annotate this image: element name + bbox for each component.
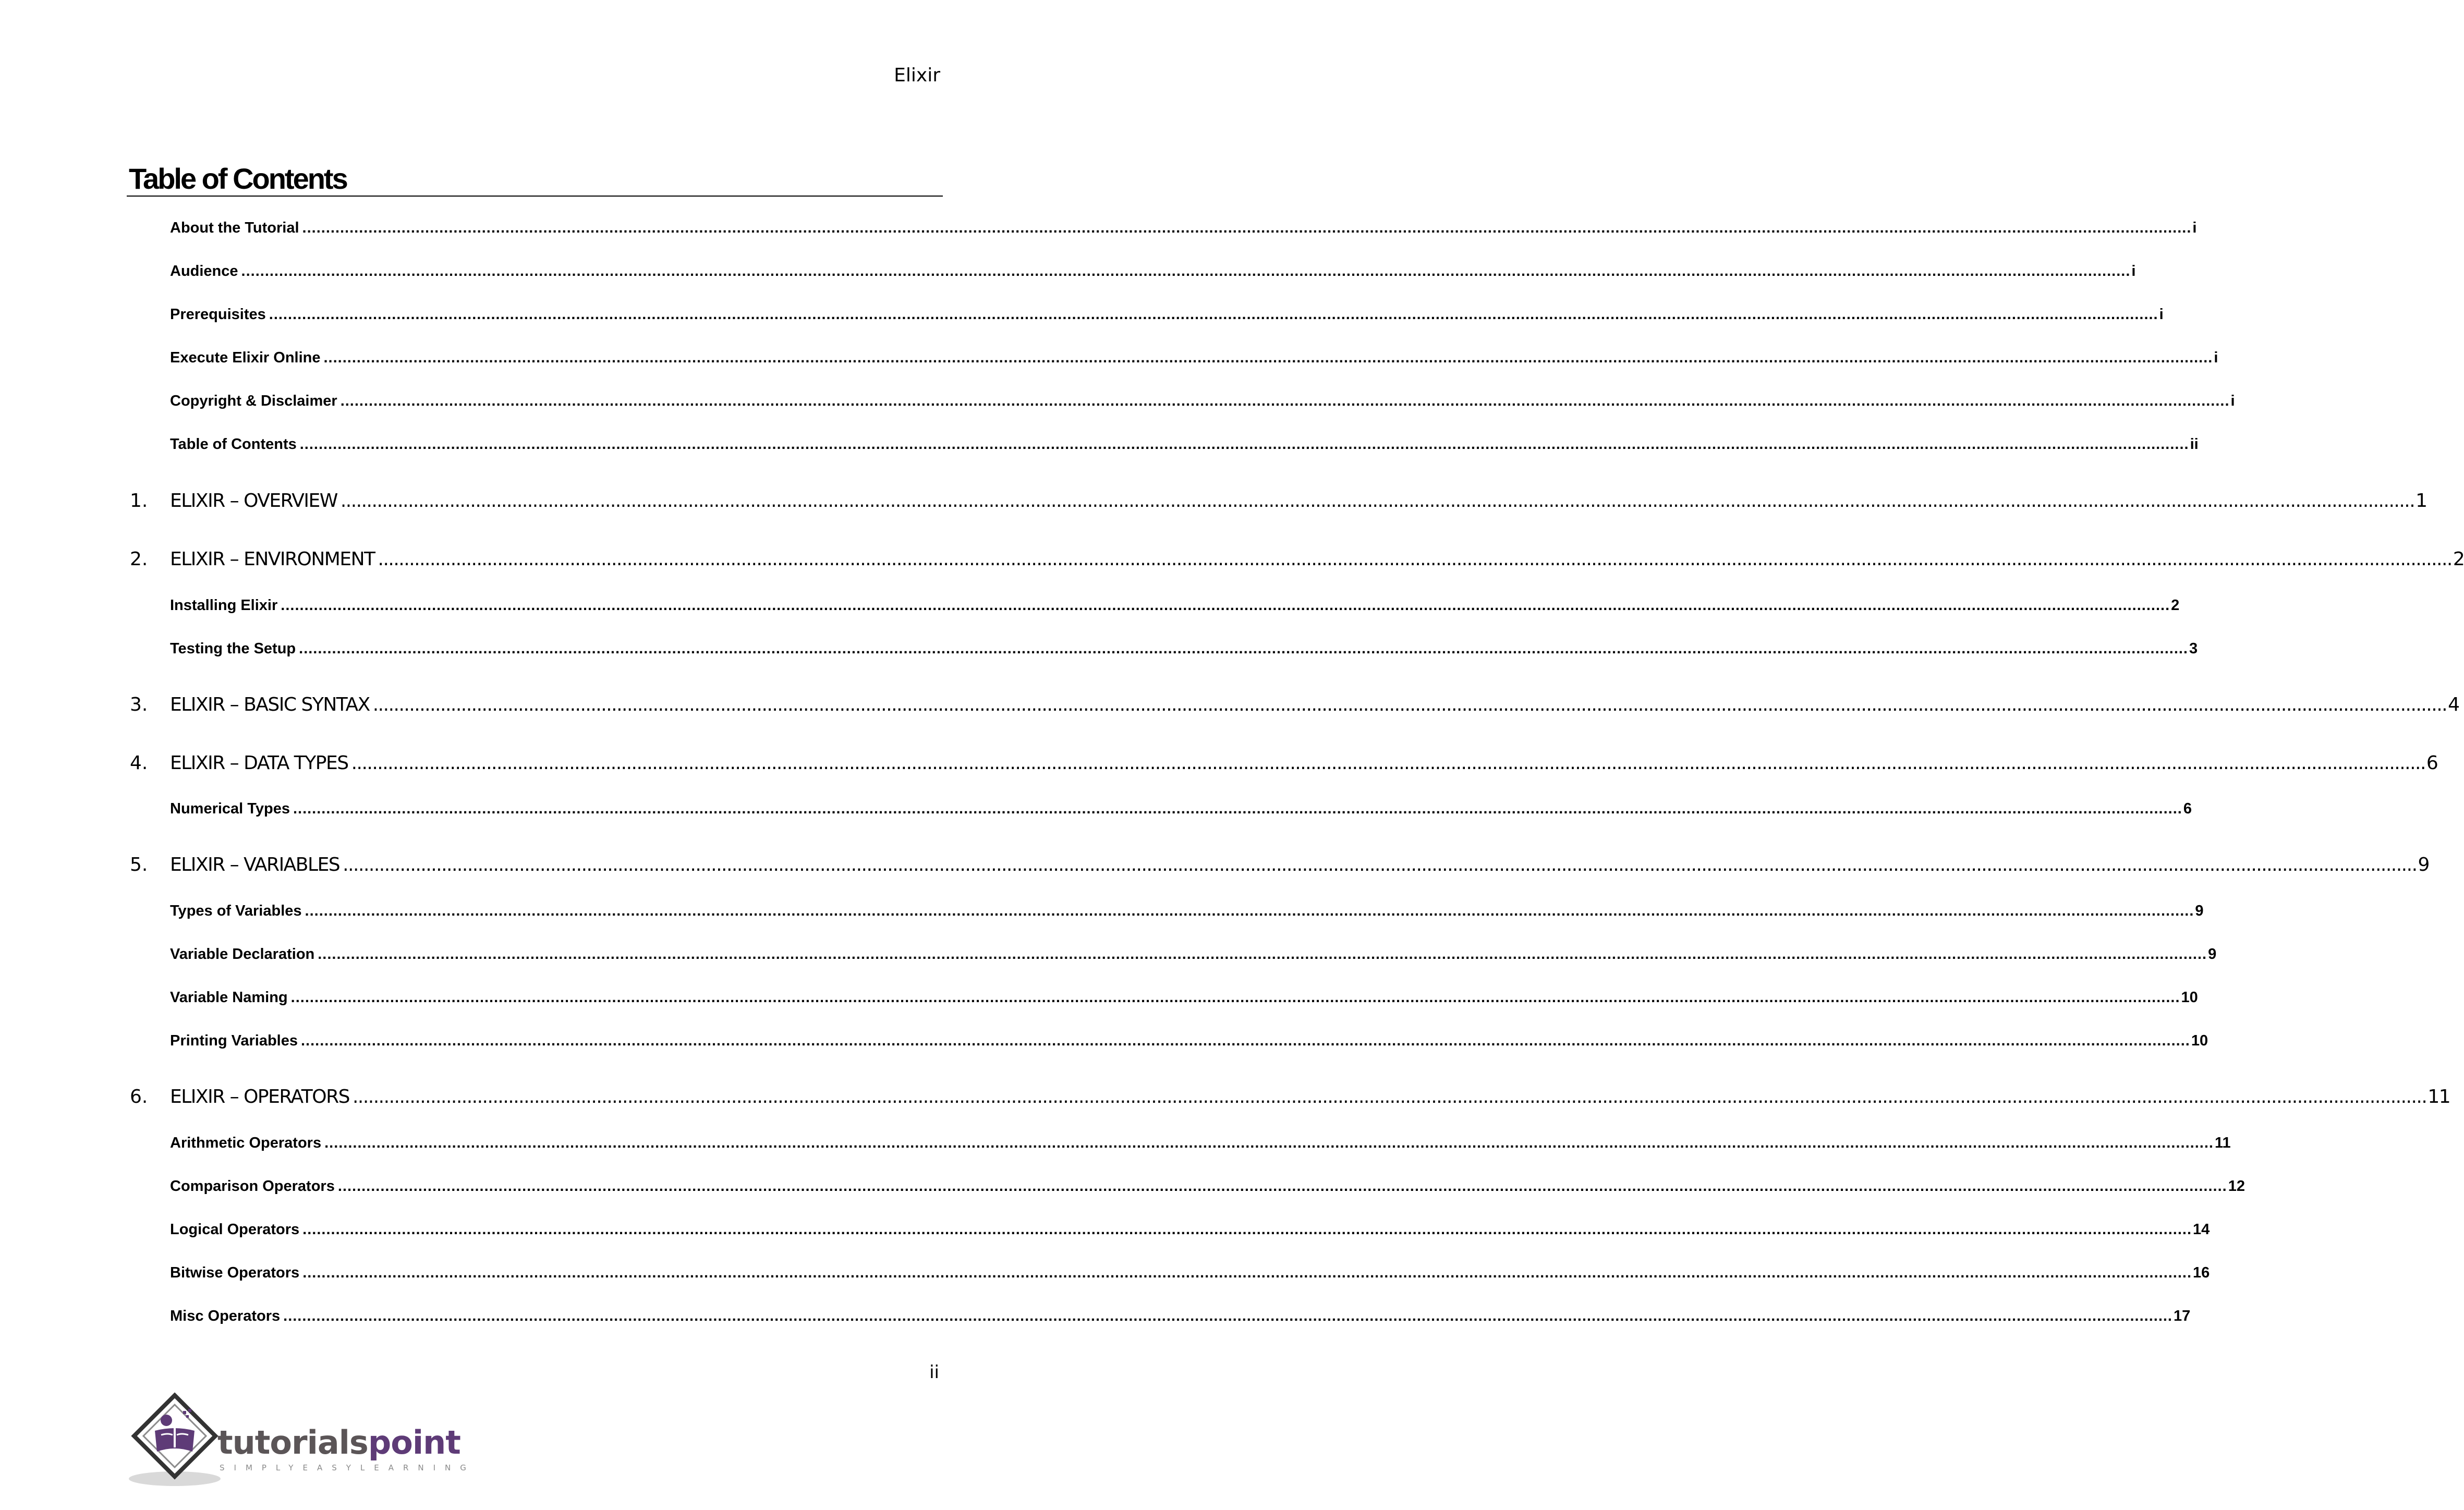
toc-entry-arithmetic-operators[interactable]: [170, 1135, 2231, 1155]
toc-entry-page: 11: [2214, 1135, 2231, 1151]
toc-entry-types-of-variables[interactable]: [170, 903, 2204, 923]
toc-entry-page: i: [2230, 393, 2235, 409]
logo-wordmark: [217, 1423, 460, 1462]
toc-entry-page: 1: [2416, 490, 2427, 512]
toc-entry-testing-the-setup[interactable]: [170, 640, 2198, 661]
toc-entry-misc-operators[interactable]: [170, 1308, 2191, 1329]
dot-leader: ................................................................................................................................................................................................................................................................................................................................................................................................................: [281, 597, 2170, 614]
toc-entry-label: ELIXIR – DATA TYPES: [170, 752, 348, 774]
toc-entry-label: Bitwise Operators: [170, 1264, 300, 1281]
toc-entry-page: 2: [2171, 597, 2180, 614]
logo-wordmark-part1: tutorials: [217, 1423, 368, 1462]
toc-entry-page: 9: [2208, 946, 2217, 963]
toc-title: Table of Contents: [129, 162, 347, 195]
toc-entry-page: i: [2192, 220, 2197, 236]
dot-leader: ................................................................................................................................................................................................................................................................................................................................................................................................................: [352, 1086, 2427, 1107]
toc-entry-table-of-contents[interactable]: [170, 436, 2199, 457]
toc-chapter-operators[interactable]: [130, 1086, 2450, 1113]
toc-entry-page: 6: [2426, 752, 2438, 774]
toc-entry-label: Printing Variables: [170, 1032, 298, 1049]
tutorialspoint-logo: [128, 1397, 476, 1486]
dot-leader: ................................................................................................................................................................................................................................................................................................................................................................................................................: [343, 854, 2417, 875]
chapter-number: 1.: [130, 490, 148, 512]
toc-entry-label: Logical Operators: [170, 1221, 300, 1238]
toc-entry-label: Execute Elixir Online: [170, 349, 321, 366]
toc-chapter-data-types[interactable]: [130, 752, 2438, 780]
page-number: ii: [929, 1362, 939, 1383]
dot-leader: ................................................................................................................................................................................................................................................................................................................................................................................................................: [323, 349, 2213, 366]
toc-entry-prerequisites[interactable]: [170, 306, 2164, 327]
toc-entry-bitwise-operators[interactable]: [170, 1264, 2210, 1285]
dot-leader: ................................................................................................................................................................................................................................................................................................................................................................................................................: [340, 393, 2230, 409]
logo-diamond-icon: [128, 1393, 222, 1487]
dot-leader: ................................................................................................................................................................................................................................................................................................................................................................................................................: [351, 752, 2425, 774]
toc-entry-page: 9: [2418, 854, 2429, 875]
toc-entry-label: ELIXIR – OVERVIEW: [170, 490, 337, 512]
toc-entry-label: ELIXIR – BASIC SYNTAX: [170, 694, 370, 715]
toc-entry-label: ELIXIR – ENVIRONMENT: [170, 549, 375, 570]
dot-leader: ................................................................................................................................................................................................................................................................................................................................................................................................................: [241, 263, 2131, 279]
toc-entry-page: 9: [2195, 903, 2204, 919]
toc-entry-installing-elixir[interactable]: [170, 597, 2180, 618]
toc-entry-label: Audience: [170, 263, 238, 279]
toc-entry-page: 10: [2181, 989, 2198, 1006]
toc-entry-comparison-operators[interactable]: [170, 1178, 2245, 1199]
toc-entry-page: 16: [2193, 1264, 2210, 1281]
chapter-number: 4.: [130, 752, 148, 774]
chapter-number: 2.: [130, 549, 148, 570]
toc-entry-audience[interactable]: [170, 263, 2136, 284]
toc-entry-label: About the Tutorial: [170, 220, 299, 236]
toc-entry-page: 12: [2228, 1178, 2245, 1195]
dot-leader: ................................................................................................................................................................................................................................................................................................................................................................................................................: [324, 1135, 2214, 1151]
toc-entry-page: i: [2131, 263, 2136, 279]
toc-entry-page: 10: [2191, 1032, 2208, 1049]
dot-leader: ................................................................................................................................................................................................................................................................................................................................................................................................................: [283, 1308, 2172, 1324]
toc-entry-variable-naming[interactable]: [170, 989, 2198, 1010]
toc-entry-variable-declaration[interactable]: [170, 946, 2217, 967]
chapter-number: 3.: [130, 694, 148, 715]
toc-entry-label: Installing Elixir: [170, 597, 278, 614]
toc-chapter-basic-syntax[interactable]: [130, 694, 2459, 721]
toc-chapter-variables[interactable]: [130, 854, 2429, 881]
toc-chapter-overview[interactable]: [130, 490, 2427, 517]
toc-entry-label: Misc Operators: [170, 1308, 281, 1324]
toc-entry-label: Copyright & Disclaimer: [170, 393, 337, 409]
toc-entry-page: 17: [2174, 1308, 2191, 1324]
toc-entry-label: Variable Naming: [170, 989, 288, 1006]
toc-entry-label: Types of Variables: [170, 903, 302, 919]
toc-entry-page: 11: [2427, 1086, 2450, 1107]
dot-leader: ................................................................................................................................................................................................................................................................................................................................................................................................................: [378, 549, 2452, 570]
chapter-number: 6.: [130, 1086, 148, 1107]
toc-entry-logical-operators[interactable]: [170, 1221, 2210, 1242]
dot-leader: ................................................................................................................................................................................................................................................................................................................................................................................................................: [337, 1178, 2227, 1195]
toc-entry-numerical-types[interactable]: [170, 800, 2192, 821]
dot-leader: ................................................................................................................................................................................................................................................................................................................................................................................................................: [302, 220, 2192, 236]
toc-entry-about-the-tutorial[interactable]: [170, 220, 2197, 240]
toc-entry-label: Table of Contents: [170, 436, 297, 453]
dot-leader: ................................................................................................................................................................................................................................................................................................................................................................................................................: [302, 1221, 2192, 1238]
toc-entry-label: Prerequisites: [170, 306, 266, 323]
dot-leader: ................................................................................................................................................................................................................................................................................................................................................................................................................: [299, 640, 2188, 657]
toc-entry-page: 14: [2193, 1221, 2210, 1238]
dot-leader: ................................................................................................................................................................................................................................................................................................................................................................................................................: [340, 490, 2415, 512]
toc-entry-page: 4: [2448, 694, 2459, 715]
toc-entry-page: 2: [2453, 549, 2464, 570]
toc-entry-page: 6: [2183, 800, 2192, 817]
running-header: Elixir: [894, 65, 940, 86]
toc-entry-copyright-disclaimer[interactable]: [170, 393, 2235, 413]
toc-entry-label: Arithmetic Operators: [170, 1135, 322, 1151]
dot-leader: ................................................................................................................................................................................................................................................................................................................................................................................................................: [293, 800, 2182, 817]
toc-entry-label: Testing the Setup: [170, 640, 296, 657]
toc-entry-execute-elixir-online[interactable]: [170, 349, 2218, 370]
toc-chapter-environment[interactable]: [130, 549, 2464, 576]
dot-leader: ................................................................................................................................................................................................................................................................................................................................................................................................................: [300, 1032, 2190, 1049]
toc-entry-label: ELIXIR – VARIABLES: [170, 854, 340, 875]
dot-leader: ................................................................................................................................................................................................................................................................................................................................................................................................................: [318, 946, 2207, 963]
dot-leader: ................................................................................................................................................................................................................................................................................................................................................................................................................: [299, 436, 2189, 453]
toc-entry-page: ii: [2190, 436, 2199, 453]
dot-leader: ................................................................................................................................................................................................................................................................................................................................................................................................................: [290, 989, 2180, 1006]
dot-leader: ................................................................................................................................................................................................................................................................................................................................................................................................................: [269, 306, 2158, 323]
dot-leader: ................................................................................................................................................................................................................................................................................................................................................................................................................: [305, 903, 2194, 919]
logo-wordmark-part2: point: [368, 1423, 460, 1462]
chapter-number: 5.: [130, 854, 148, 875]
logo-tagline: SIMPLYEASYLEARNING: [220, 1463, 476, 1472]
toc-entry-page: i: [2214, 349, 2218, 366]
dot-leader: ................................................................................................................................................................................................................................................................................................................................................................................................................: [372, 694, 2447, 715]
toc-entry-label: Comparison Operators: [170, 1178, 335, 1195]
toc-entry-label: ELIXIR – OPERATORS: [170, 1086, 349, 1107]
dot-leader: ................................................................................................................................................................................................................................................................................................................................................................................................................: [302, 1264, 2192, 1281]
toc-entry-label: Variable Declaration: [170, 946, 315, 963]
toc-entry-page: 3: [2189, 640, 2198, 657]
toc-entry-printing-variables[interactable]: [170, 1032, 2208, 1053]
toc-entry-page: i: [2159, 306, 2164, 323]
toc-entry-label: Numerical Types: [170, 800, 290, 817]
